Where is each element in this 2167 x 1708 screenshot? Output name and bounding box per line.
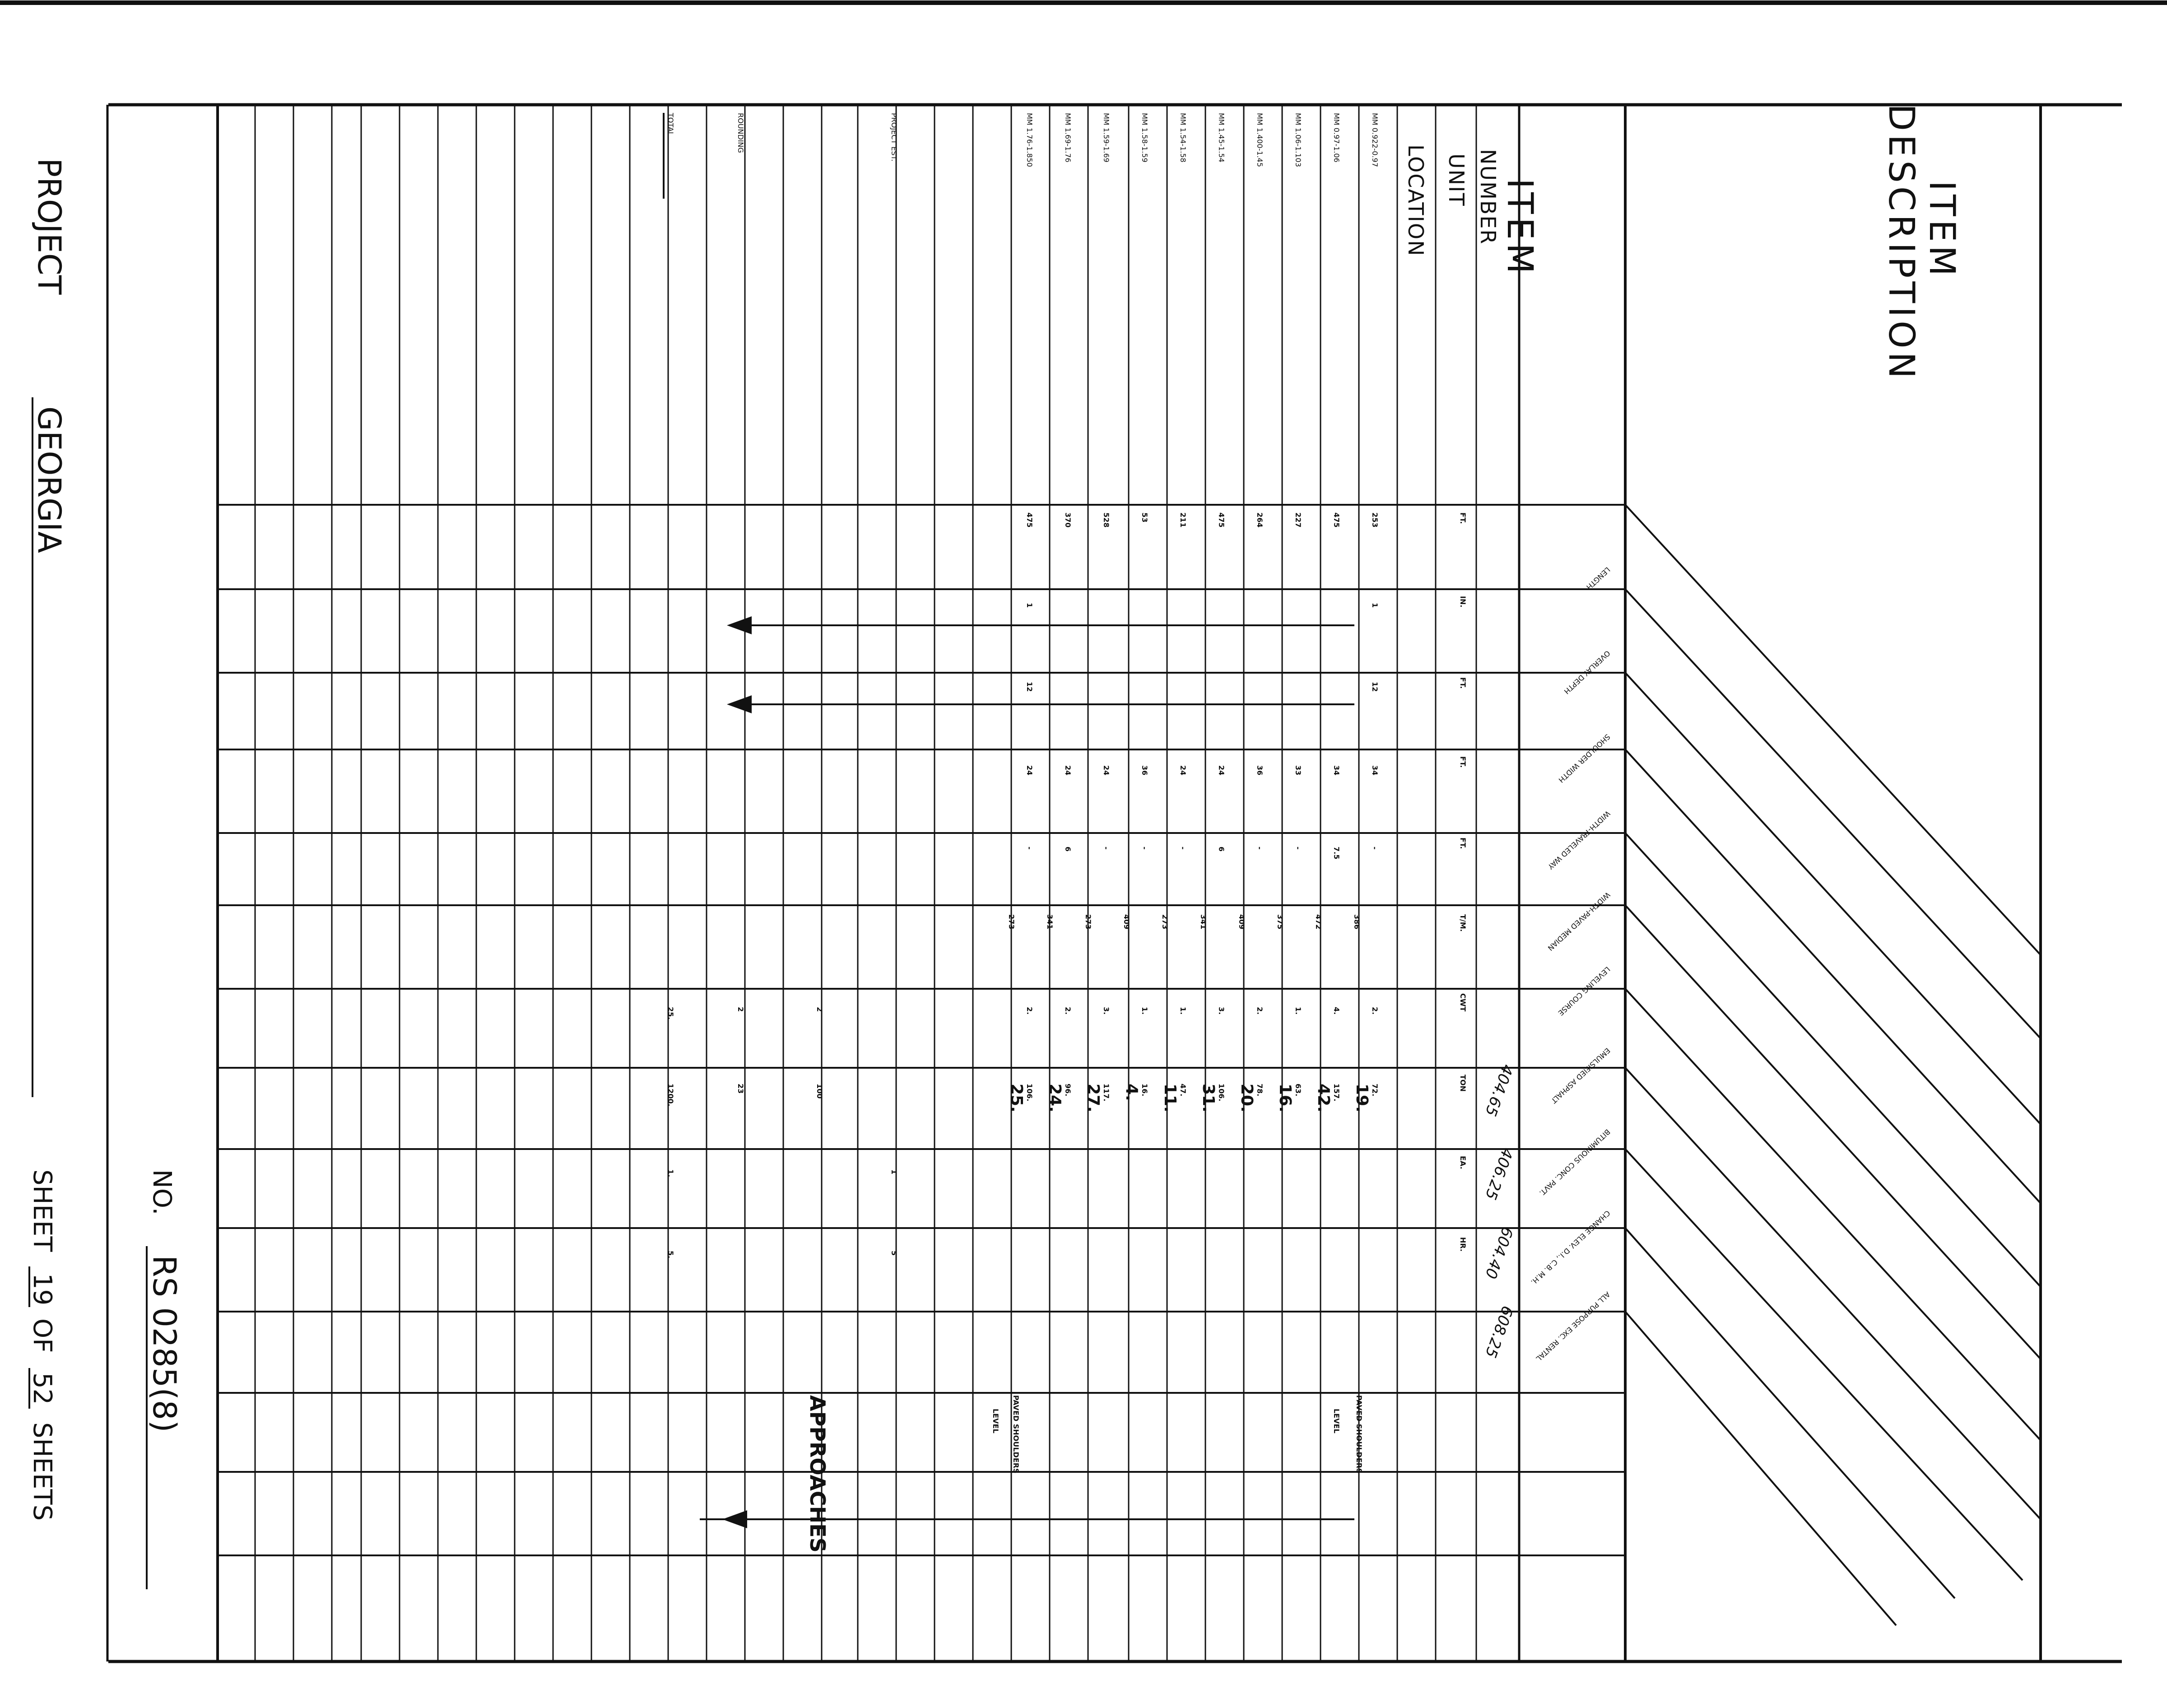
bituminous-row-4: 78.: [1256, 1084, 1264, 1097]
emulsified-row-3: 1.: [1294, 1007, 1302, 1015]
unit-emulsified: CWT: [1459, 993, 1467, 1012]
remark-paved-shoulders-1: PAVED SHOULDERS: [1355, 1395, 1363, 1474]
bituminous-row-6: 47.: [1179, 1084, 1187, 1097]
bituminous-level-row-2: 42.: [1314, 1084, 1333, 1112]
emulsified-row-4: 2.: [1256, 1007, 1264, 1015]
row-boundaries: [218, 105, 1476, 1661]
traveled-row-3: 33: [1294, 765, 1302, 776]
emulsified-total: 25.: [666, 1007, 675, 1020]
median-row-6: -: [1179, 847, 1187, 850]
leveling-row-1: 386: [1353, 914, 1361, 930]
rounding-label: ROUNDING: [736, 113, 745, 153]
sheet-number: 19: [28, 1273, 57, 1306]
length-row-8: 528: [1102, 512, 1111, 528]
column-name-excavation: ALL PURPOSE EXC. RENTAL: [1534, 1290, 1612, 1363]
of-label: OF: [28, 1318, 57, 1353]
bituminous-level-row-9: 24.: [1046, 1084, 1064, 1112]
bituminous-row-5: 106.: [1217, 1084, 1226, 1102]
leveling-row-4: 409: [1237, 914, 1246, 930]
traveled-row-1: 34: [1371, 765, 1379, 776]
leveling-values: [1007, 914, 1361, 929]
item-number-subtitle: NUMBER: [1476, 149, 1500, 245]
unit-shoulder: FT.: [1459, 677, 1467, 689]
level-arrow-lines: [700, 625, 1354, 1519]
column-names: [1529, 565, 1612, 1363]
leveling-row-3: 375: [1276, 914, 1284, 930]
remark-level-2: LEVEL: [991, 1409, 1000, 1433]
bituminous-level-row-8: 27.: [1084, 1084, 1102, 1112]
no-label: NO.: [147, 1169, 177, 1215]
sheet-label: SHEET: [28, 1169, 57, 1252]
median-row-1: -: [1371, 847, 1379, 850]
overlay-row-10: 1: [1025, 603, 1034, 608]
location-row-2: MM 0.97-1.06: [1332, 113, 1341, 163]
total-label: TOTAL: [666, 113, 675, 136]
unit-leveling: T/M.: [1459, 914, 1467, 932]
remark-paved-shoulders-2: PAVED SHOULDERS: [1012, 1395, 1020, 1474]
bituminous-row-2: 157.: [1332, 1084, 1341, 1102]
median-row-3: -: [1294, 847, 1302, 850]
units-row: [1459, 512, 1467, 1252]
length-row-5: 475: [1217, 512, 1226, 528]
footer: [28, 158, 183, 1589]
leveling-row-8: 273: [1084, 914, 1093, 930]
bituminous-row-10: 106.: [1025, 1084, 1034, 1102]
column-name-emulsified-asphalt: EMULSIFIED ASPHALT: [1549, 1046, 1612, 1105]
length-row-4: 264: [1256, 512, 1264, 528]
location-row-1: MM 0.922-0.97: [1371, 113, 1379, 167]
paved-median-values: [1025, 847, 1379, 859]
emulsified-row-9: 2.: [1064, 1007, 1072, 1015]
shoulder-row-1: 12: [1371, 682, 1379, 692]
leveling-row-2: 472: [1314, 914, 1323, 930]
emulsified-row-6: 1.: [1179, 1007, 1187, 1015]
bituminous-level-row-6: 11.: [1161, 1084, 1179, 1112]
item-description-title: ITEM: [1921, 181, 1962, 280]
traveled-row-2: 34: [1332, 765, 1341, 776]
leveling-row-7: 409: [1122, 914, 1131, 930]
bituminous-row-1: 72.: [1371, 1084, 1379, 1097]
column-name-overlay-depth: OVERLAY DEPTH: [1562, 649, 1612, 696]
emulsified-row-2: 4.: [1332, 1007, 1341, 1015]
median-row-9: 6: [1064, 847, 1072, 852]
bituminous-level-row-1: 19.: [1353, 1084, 1371, 1112]
emulsified-rounding: 2: [736, 1007, 745, 1012]
location-row-5: MM 1.45-1.54: [1217, 113, 1226, 163]
excavation-total: 5.: [666, 1251, 675, 1259]
column-name-traveled-way: WIDTH-TRAVELED WAY: [1546, 809, 1612, 871]
length-row-9: 370: [1064, 512, 1072, 528]
length-row-3: 227: [1294, 512, 1302, 528]
unit-length: FT.: [1459, 512, 1467, 524]
emulsified-row-7: 1.: [1140, 1007, 1149, 1015]
sheets-label: SHEETS: [28, 1422, 57, 1521]
column-name-bituminous: BITUMINOUS CONC. PAVT.: [1538, 1127, 1612, 1197]
traveled-row-7: 36: [1140, 765, 1149, 776]
traveled-row-10: 24: [1025, 765, 1034, 776]
leveling-row-10: 273: [1007, 914, 1016, 930]
length-row-10: 475: [1025, 512, 1034, 528]
emulsified-row-10: 2.: [1025, 1007, 1034, 1015]
item-number-title: ITEM: [1499, 178, 1540, 278]
length-row-1: 253: [1371, 512, 1379, 528]
project-label: PROJECT: [31, 158, 68, 295]
traveled-row-5: 24: [1217, 765, 1226, 776]
level-arrowheads: [722, 616, 752, 1528]
location-list: [666, 112, 1379, 167]
bituminous-rounding: 23: [736, 1084, 745, 1094]
leveling-row-9: 341: [1046, 914, 1054, 930]
length-row-7: 53: [1140, 512, 1149, 523]
median-row-8: -: [1102, 847, 1111, 850]
item-code-bituminous: 406.25: [1481, 1145, 1517, 1202]
median-row-7: -: [1140, 847, 1149, 850]
leveling-row-5: 341: [1199, 914, 1208, 930]
length-values: [1025, 512, 1379, 527]
location-row-9: MM 1.69-1.76: [1064, 113, 1072, 163]
sheet-total: 52: [28, 1373, 57, 1405]
bituminous-row-9: 96.: [1064, 1084, 1072, 1097]
location-row-8: MM 1.59-1.69: [1102, 113, 1111, 163]
unit-header-label: UNIT: [1444, 154, 1469, 207]
location-row-3: MM 1.06-1.103: [1294, 113, 1302, 167]
shoulder-row-10: 12: [1025, 682, 1034, 692]
column-name-change-elev: CHANGE ELEV. D.I., C.B. M.H.: [1529, 1209, 1612, 1287]
column-name-shoulder-width: SHOULDER WIDTH: [1557, 732, 1612, 785]
bituminous-total: 1200.: [666, 1084, 675, 1107]
bituminous-level-row-4: 20.: [1237, 1084, 1256, 1112]
column-name-leveling-course: LEVELING COURSE: [1556, 965, 1612, 1018]
column-name-paved-median: WIDTH-PAVED MEDIAN: [1546, 890, 1612, 953]
emulsified-values: [666, 1007, 1379, 1019]
bituminous-level-row-7: 4.: [1122, 1084, 1141, 1101]
column-name-length: LENGTH: [1585, 565, 1612, 592]
remarks: [805, 1395, 1363, 1553]
median-row-2: 7.5: [1332, 847, 1341, 860]
median-row-4: -: [1256, 847, 1264, 850]
location-row-6: MM 1.54-1.58: [1179, 113, 1187, 163]
traveled-way-values: [1025, 765, 1379, 775]
item-code-emulsified: 404.65: [1481, 1061, 1517, 1119]
location-row-4: MM 1.400-1.45: [1256, 113, 1264, 167]
change-excavation-values: [666, 1169, 898, 1258]
project-value: GEORGIA: [31, 406, 68, 553]
bituminous-level-row-3: 16.: [1276, 1084, 1294, 1112]
unit-median: FT.: [1459, 838, 1467, 849]
unit-change-elev: EA.: [1459, 1156, 1467, 1169]
unit-bituminous: TON: [1459, 1075, 1467, 1092]
bituminous-values: [666, 1084, 1379, 1112]
median-row-10: -: [1025, 847, 1034, 850]
bituminous-level-row-5: 31.: [1199, 1084, 1218, 1112]
overlay-shoulder-values: [1025, 603, 1379, 692]
change-elev-project-est: 1: [890, 1169, 898, 1175]
bituminous-approaches: 100: [815, 1084, 824, 1099]
bituminous-row-3: 63.: [1294, 1084, 1302, 1097]
project-est-label: PROJECT EST.: [890, 113, 898, 162]
unit-excavation: HR.: [1459, 1237, 1467, 1252]
column-boundaries: [217, 505, 1625, 1555]
remark-level-1: LEVEL: [1332, 1409, 1341, 1433]
item-code-change-elev: 604.40: [1481, 1224, 1517, 1281]
no-value: RS 0285(8): [146, 1255, 183, 1433]
excavation-project-est: 5: [890, 1251, 898, 1256]
remark-approaches: APPROACHES: [805, 1395, 830, 1553]
median-row-5: 6: [1217, 847, 1226, 852]
length-row-6: 211: [1179, 512, 1187, 528]
traveled-row-9: 24: [1064, 765, 1072, 776]
change-elev-total: 1.: [666, 1169, 675, 1177]
leveling-row-6: 273: [1161, 914, 1169, 930]
location-row-7: MM 1.58-1.59: [1140, 113, 1149, 163]
unit-traveled: FT.: [1459, 756, 1467, 768]
emulsified-row-5: 3.: [1217, 1007, 1226, 1015]
traveled-row-8: 24: [1102, 765, 1111, 776]
location-row-10: MM 1.76-1.850: [1025, 113, 1034, 167]
item-code-excavation: 608.25: [1481, 1303, 1517, 1360]
emulsified-approaches: 2: [815, 1007, 824, 1012]
unit-overlay: IN.: [1459, 596, 1467, 608]
bituminous-row-7: 16.: [1140, 1084, 1149, 1097]
bituminous-level-row-10: 25.: [1007, 1084, 1026, 1112]
emulsified-row-8: 3.: [1102, 1007, 1111, 1015]
traveled-row-4: 36: [1256, 765, 1264, 776]
location-header-label: LOCATION: [1404, 144, 1428, 257]
length-row-2: 475: [1332, 512, 1341, 528]
item-description-subtitle: DESCRIPTION: [1881, 104, 1921, 382]
traveled-row-6: 24: [1179, 765, 1187, 776]
overlay-row-1: 1: [1371, 603, 1379, 608]
bituminous-row-8: 117.: [1102, 1084, 1111, 1102]
emulsified-row-1: 2.: [1371, 1007, 1379, 1015]
